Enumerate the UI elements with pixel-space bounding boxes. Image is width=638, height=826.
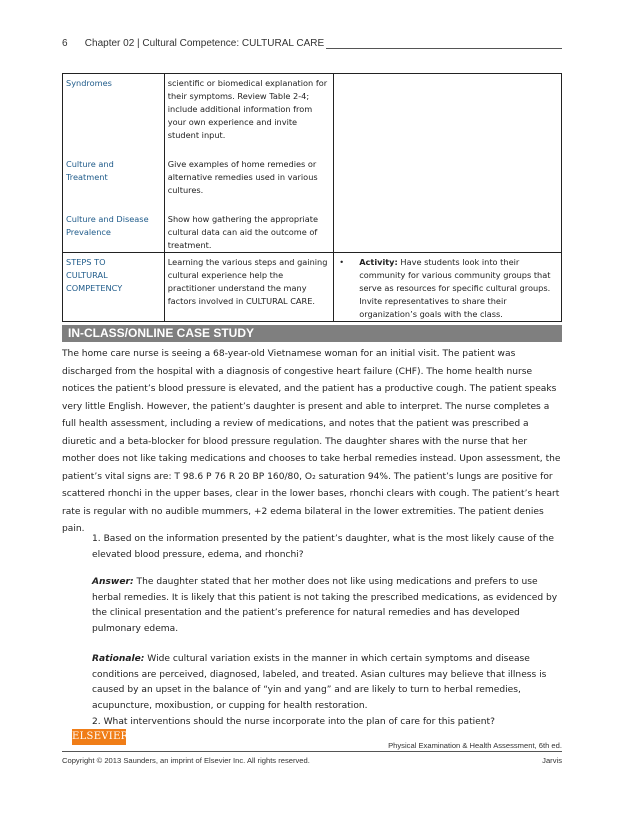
header-rule (326, 48, 562, 49)
activity-cell (334, 155, 562, 210)
rationale-text: Wide cultural variation exists in the manner in which certain symptoms and disease conditions are perceived, diagnosed, labeled, and treated. Asian cultures may believe that illness is caused by an upset in the balance of “yin and yang” and are likely to turn to herbal remedies, acupuncture, moxibustion, or cupping for health restoration. (92, 654, 547, 711)
activity-cell (334, 253, 562, 322)
case-study-paragraph: The home care nurse is seeing a 68-year-old Vietnamese woman for an initial visit. The patient was discharged from the hospital with a diagnosis of congestive heart failure (CHF). The home health nurse notices the patient’s blood pressure is elevated, and the patient has a productive cough. The patient speaks very little English. However, the patient’s daughter is present and able to interpret. The nurse completes a full health assessment, including a review of medications, and notes that the patient was prescribed a diuretic and a beta-blocker for blood pressure regulation. The daughter shares with the nurse that her mother does not like taking medications and chooses to take herbal remedies instead. Upon assessment, the patient’s vital signs are: T 98.6 P 76 R 20 BP 160/80, O₂ saturation 94%. The patient’s lungs are positive for scattered rhonchi in the upper bases, clear in the lower bases, rhonchi clears with cough. The patient’s heart rate is regular with no audible mummers, +2 edema bilateral in the lower extremities. The patient denies pain. (62, 349, 561, 534)
rationale-label: Rationale: (92, 654, 145, 664)
answer-label: Answer: (92, 577, 134, 587)
strategy-cell: Show how gathering the appropriate cultural data can aid the outcome of treatment. (164, 210, 333, 253)
strategy-cell: scientific or biomedical explanation for their symptoms. Review Table 2-4; include additional information from your own experience and invite student input. (164, 74, 333, 156)
answer-text: The daughter stated that her mother does not like using medications and prefers to use herbal remedies. It is likely that this patient is not taking the prescribed medications, as evidenced by the clinical presentation and the patient’s preference for natural remedies and has developed pulmonary edema. (92, 577, 558, 634)
table-row (63, 253, 562, 322)
rationale-block (92, 652, 562, 714)
bullet-icon: • (339, 257, 345, 267)
elsevier-logo: ELSEVIER (72, 729, 126, 745)
question-2: 2. What interventions should the nurse incorporate into the plan of care for this patient? (92, 717, 495, 727)
strategy-cell: Learning the various steps and gaining cultural experience help the practitioner understand the many factors involved in CULTURAL CARE. (164, 253, 333, 322)
table-row (63, 210, 562, 253)
copyright: Copyright © 2013 Saunders, an imprint of Elsevier Inc. All rights reserved. (62, 756, 310, 765)
answer-block (92, 575, 562, 637)
activity-cell (334, 74, 562, 156)
activity-cell (334, 210, 562, 253)
strategy-cell: Give examples of home remedies or alternative remedies used in various cultures. (164, 155, 333, 210)
table-row (63, 74, 562, 156)
chapter-title: Chapter 02 | Cultural Competence: CULTURAL CARE (84, 38, 325, 49)
table-row (63, 155, 562, 210)
outline-table (62, 73, 562, 322)
topic-cell: STEPS TO CULTURAL COMPETENCY (63, 253, 165, 322)
topic-cell: Culture and Treatment (63, 155, 165, 210)
question-1: 1. Based on the information presented by the patient’s daughter, what is the most likely cause of the elevated blood pressure, edema, and rhonchi? (92, 534, 555, 560)
page-number: 6 (62, 38, 68, 49)
topic-cell: Culture and Disease Prevalence (63, 210, 165, 253)
book-title: Physical Examination & Health Assessment, 6th ed. (388, 741, 562, 750)
topic-cell: Syndromes (63, 74, 165, 156)
case-study-heading: IN-CLASS/ONLINE CASE STUDY (62, 325, 562, 342)
author: Jarvis (542, 756, 562, 765)
activity-text: Activity: Have students look into their community for various community groups that serve as resources for specific cultural groups. Invite representatives to share their organization’s goals with the class. (359, 257, 551, 319)
footer-rule (62, 751, 562, 752)
